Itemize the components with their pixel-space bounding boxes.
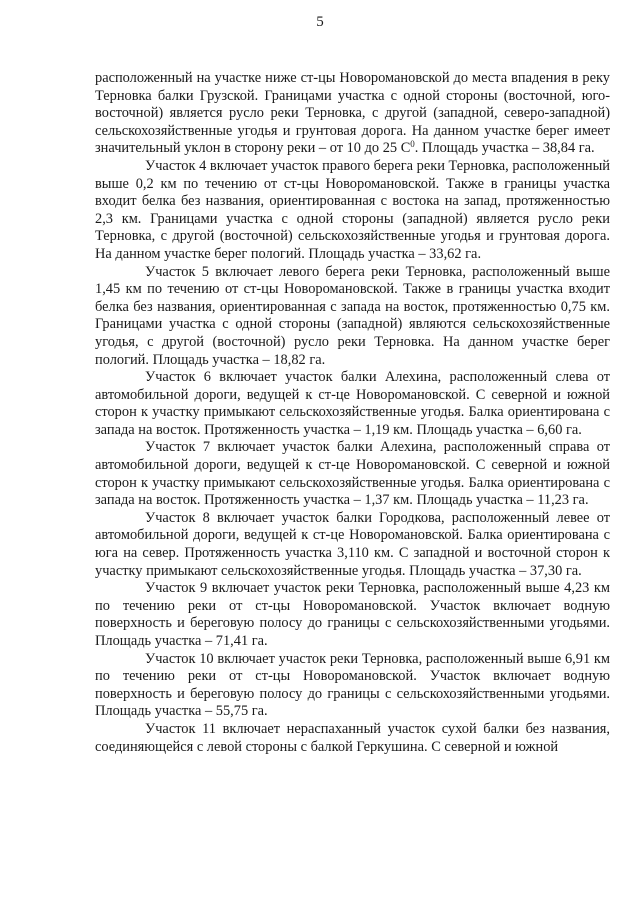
paragraph-3: Участок 5 включает левого берега реки Терновка, расположенный выше 1,45 км по течению от ст-цы Новоромановской. Также в границы участка входит белка без названия, ориентированная с запада на восток, протяженностью 0,75 км. Границами участка с одной стороны (западной) являются сельскохозяйственные угодья, с другой (восточной) русло реки Терновка. На данном участке берег пологий. Площадь участка – 18,82 га. bbox=[95, 263, 610, 368]
paragraph-9: Участок 11 включает нераспаханный участок сухой балки без названия, соединяющейся с левой стороны с балкой Геркушина. С северной и южной bbox=[95, 720, 610, 755]
paragraph-4: Участок 6 включает участок балки Алехина, расположенный слева от автомобильной дороги, ведущей к ст-це Новоромановской. С северной и южной сторон к участку примыкают сельскохозяйственные угодья. Балка ориентирована с запада на восток. Протяженность участка – 1,19 км. Площадь участка – 6,60 га. bbox=[95, 369, 610, 438]
paragraph-2: Участок 4 включает участок правого берега реки Терновка, расположенный выше 0,2 км по течению от ст-цы Новоромановской. Также в границы участка входит белка без названия, ориентированная с востока на запад, протяженностью 2,3 км. Границами участка с одной стороны (западной) является русло реки Терновка, с другой (восточной) сельскохозяйственные угодья и грунтовая дорога. На данном участке берег пологий. Площадь участка – 33,62 га. bbox=[95, 157, 610, 262]
paragraph-6: Участок 8 включает участок балки Городкова, расположенный левее от автомобильной дороги, ведущей к ст-це Новоромановской. Балка ориентирована с юга на север. Протяженность участка 3,110 км. С западной и восточной сторон к участку примыкают сельскохозяйственные угодья. Площадь участка – 37,30 га. bbox=[95, 509, 610, 579]
page-number: 5 bbox=[316, 14, 324, 30]
paragraph-8: Участок 10 включает участок реки Терновка, расположенный выше 6,91 км по течению реки от ст-цы Новоромановской. Участок включает водную поверхность и береговую полосу до границы с сельскохозяйственными угодьями. Площадь участка – 55,75 га. bbox=[95, 650, 610, 720]
degree-superscript: 0 bbox=[410, 139, 415, 150]
paragraph-5: Участок 7 включает участок балки Алехина, расположенный справа от автомобильной дороги, ведущей к ст-це Новоромановской. С северной и южной сторон к участку примыкают сельскохозяйственные угодья. Балка ориентирована с запада на восток. Протяженность участка – 1,37 км. Площадь участка – 11,23 га. bbox=[95, 439, 610, 509]
document-body bbox=[95, 70, 610, 756]
paragraph-1: расположенный на участке ниже ст-цы Новоромановской до места впадения в реку Терновка балки Грузской. Границами участка с одной стороны (восточной, юго-восточной) является русло реки Терновка, с другой (западной, северо-западной) сельскохозяйственные угодья и грунтовая дорога. На данном участке берег имеет значительный уклон в сторону реки – от 10 до 25 $С^0$. Площадь участка – 38,84 га. bbox=[95, 70, 610, 157]
paragraph-7: Участок 9 включает участок реки Терновка, расположенный выше 4,23 км по течению реки от ст-цы Новоромановской. Участок включает водную поверхность и береговую полосу до границы с сельскохозяйственными угодьями. Площадь участка – 71,41 га. bbox=[95, 580, 610, 649]
